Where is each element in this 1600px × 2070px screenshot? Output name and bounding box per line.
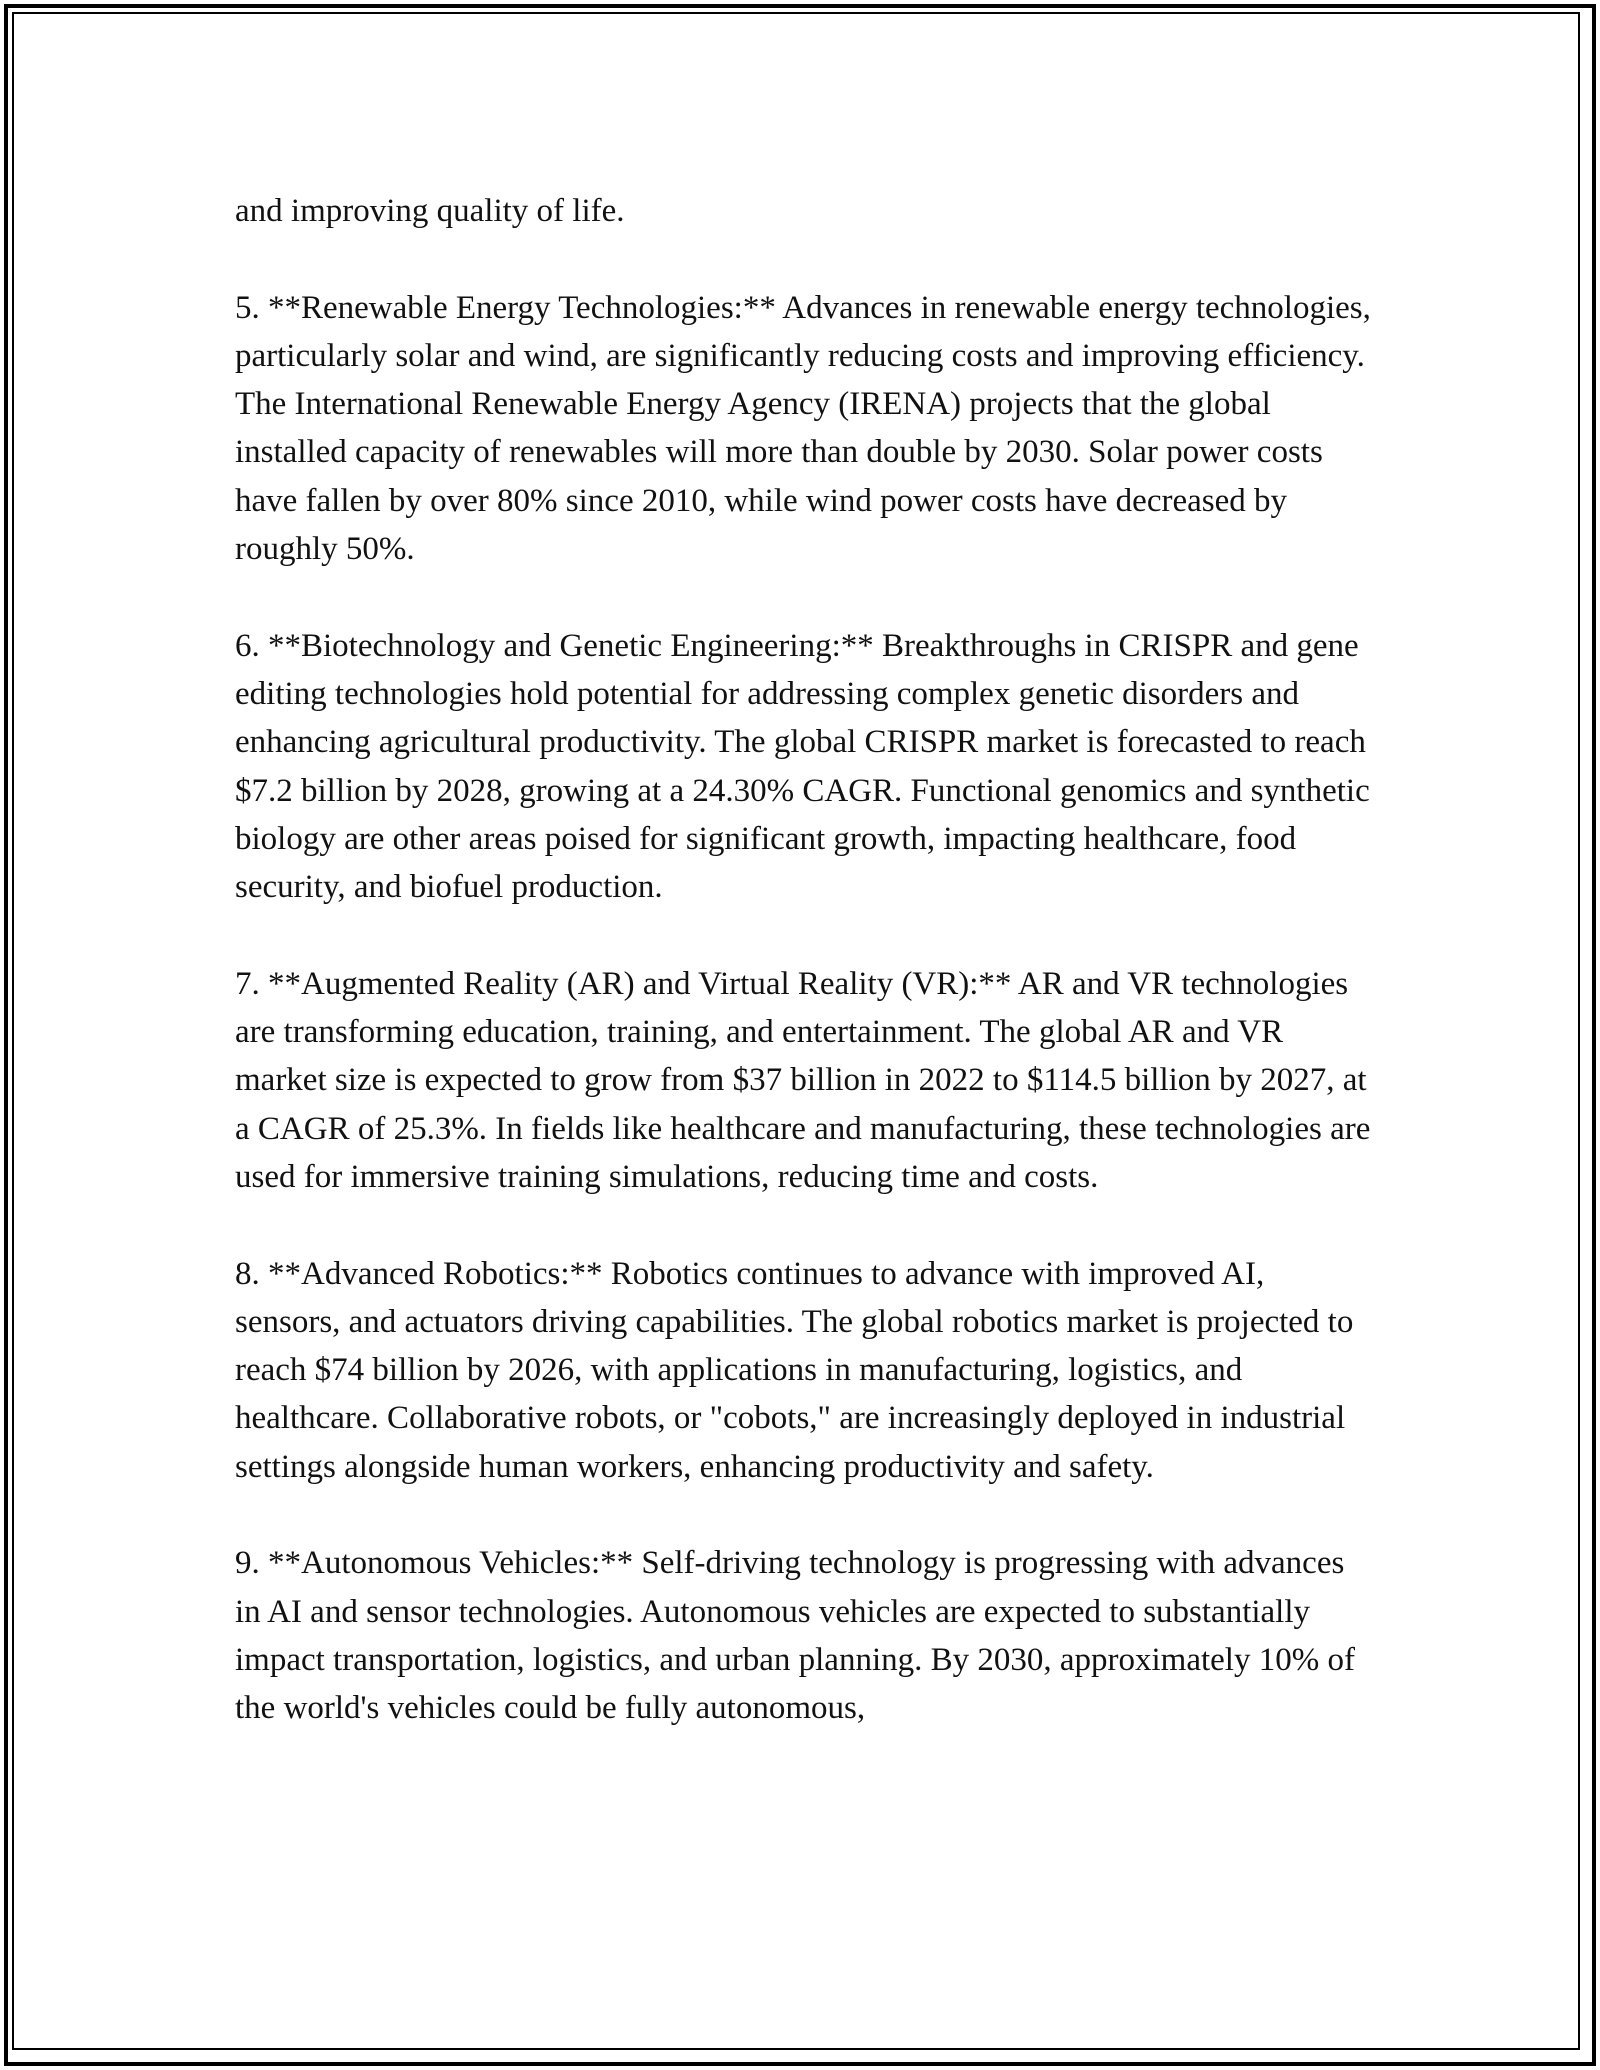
paragraph-renewable-energy: 5. **Renewable Energy Technologies:** Advances in renewable energy technologies, particularly solar and wind, are significantly reducing costs and improving efficiency. The International Renewable Energy Agency (IRENA) projects that the global installed capacity of renewables will more than double by 2030. Solar power costs have fallen by over 80% since 2010, while wind power costs have decreased by roughly 50%. (235, 289, 1371, 568)
paragraph-autonomous-vehicles: 9. **Autonomous Vehicles:** Self-driving technology is progressing with advances in AI and sensor technologies. Autonomous vehicles are expected to substantially impact transportation, logistics, and urban planning. By 2030, approximately 10% of the world's vehicles could be fully autonomous, (235, 1545, 1355, 1727)
paragraph-continuation: and improving quality of life. (235, 193, 625, 229)
paragraph-ar-vr: 7. **Augmented Reality (AR) and Virtual Reality (VR):** AR and VR technologies are transforming education, training, and entertainment. The global AR and VR market size is expected to grow from $37 billion in 2022 to $114.5 billion by 2027, at a CAGR of 25.3%. In fields like healthcare and manufacturing, these technologies are used for immersive training simulations, reducing time and costs. (235, 965, 1371, 1195)
paragraph-biotechnology: 6. **Biotechnology and Genetic Engineering:** Breakthroughs in CRISPR and gene editing technologies hold potential for addressing complex genetic disorders and enhancing agricultural productivity. The global CRISPR market is forecasted to reach $7.2 billion by 2028, growing at a 24.30% CAGR. Functional genomics and synthetic biology are other areas poised for significant growth, impacting healthcare, food security, and biofuel production. (235, 627, 1370, 906)
paragraph-advanced-robotics: 8. **Advanced Robotics:** Robotics continues to advance with improved AI, sensors, and actuators driving capabilities. The global robotics market is projected to reach $74 billion by 2026, with applications in manufacturing, logistics, and healthcare. Collaborative robots, or "cobots," are increasingly deployed in industrial settings alongside human workers, enhancing productivity and safety. (235, 1255, 1354, 1485)
document-body (235, 187, 1375, 1781)
